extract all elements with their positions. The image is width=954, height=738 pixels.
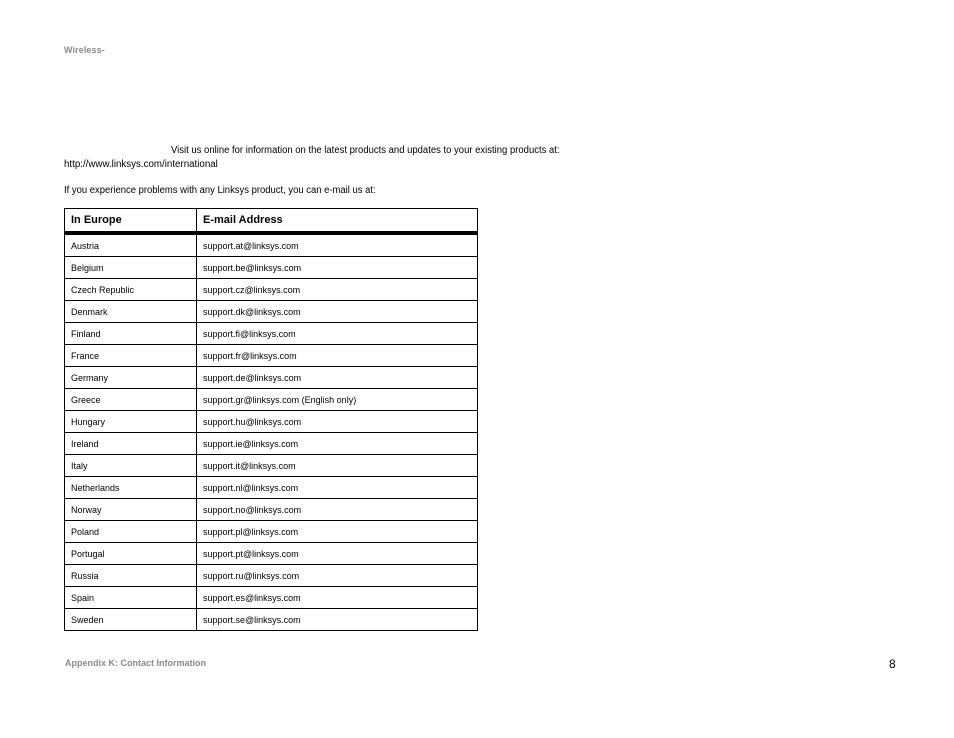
email-cell: support.nl@linksys.com [197, 477, 478, 499]
table-row [65, 411, 478, 433]
email-cell: support.fi@linksys.com [197, 323, 478, 345]
table-row [65, 279, 478, 301]
email-cell: support.cz@linksys.com [197, 279, 478, 301]
country-cell: Spain [65, 587, 197, 609]
page-number: 8 [889, 657, 896, 671]
table-row [65, 233, 478, 257]
country-cell: Netherlands [65, 477, 197, 499]
table-row [65, 499, 478, 521]
table-row [65, 301, 478, 323]
europe-contacts-table [64, 208, 478, 631]
email-cell: support.fr@linksys.com [197, 345, 478, 367]
country-cell: Belgium [65, 257, 197, 279]
table-body [65, 233, 478, 631]
email-cell: support.hu@linksys.com [197, 411, 478, 433]
table-row [65, 477, 478, 499]
international-url: http://www.linksys.com/international [64, 159, 218, 170]
country-cell: Poland [65, 521, 197, 543]
table-header-row [65, 209, 478, 234]
header-email-address: E-mail Address [197, 209, 478, 234]
email-cell: support.at@linksys.com [197, 233, 478, 257]
country-cell: Austria [65, 233, 197, 257]
country-cell: Germany [65, 367, 197, 389]
table-row [65, 455, 478, 477]
country-cell: France [65, 345, 197, 367]
country-cell: Hungary [65, 411, 197, 433]
email-cell: support.be@linksys.com [197, 257, 478, 279]
country-cell: Norway [65, 499, 197, 521]
intro-visit-text: Visit us online for information on the latest products and updates to your existing products at: [171, 145, 560, 156]
country-cell: Ireland [65, 433, 197, 455]
country-cell: Russia [65, 565, 197, 587]
header-in-europe: In Europe [65, 209, 197, 234]
footer-label: Appendix K: Contact Information [65, 658, 206, 668]
email-cell: support.se@linksys.com [197, 609, 478, 631]
country-cell: Finland [65, 323, 197, 345]
table-row [65, 587, 478, 609]
email-cell: support.ie@linksys.com [197, 433, 478, 455]
country-cell: Greece [65, 389, 197, 411]
running-header: Wireless- [64, 45, 105, 55]
country-cell: Portugal [65, 543, 197, 565]
table-row [65, 543, 478, 565]
country-cell: Italy [65, 455, 197, 477]
email-cell: support.pl@linksys.com [197, 521, 478, 543]
table-row [65, 323, 478, 345]
email-cell: support.es@linksys.com [197, 587, 478, 609]
table-row [65, 609, 478, 631]
email-cell: support.de@linksys.com [197, 367, 478, 389]
table-row [65, 389, 478, 411]
table-row [65, 565, 478, 587]
table-row [65, 367, 478, 389]
intro-email-text: If you experience problems with any Linksys product, you can e-mail us at: [64, 185, 376, 196]
email-cell: support.dk@linksys.com [197, 301, 478, 323]
email-cell: support.no@linksys.com [197, 499, 478, 521]
email-cell: support.pt@linksys.com [197, 543, 478, 565]
country-cell: Czech Republic [65, 279, 197, 301]
table-row [65, 345, 478, 367]
email-cell: support.gr@linksys.com (English only) [197, 389, 478, 411]
table-row [65, 257, 478, 279]
country-cell: Sweden [65, 609, 197, 631]
email-cell: support.ru@linksys.com [197, 565, 478, 587]
country-cell: Denmark [65, 301, 197, 323]
email-cell: support.it@linksys.com [197, 455, 478, 477]
table-row [65, 521, 478, 543]
table-row [65, 433, 478, 455]
